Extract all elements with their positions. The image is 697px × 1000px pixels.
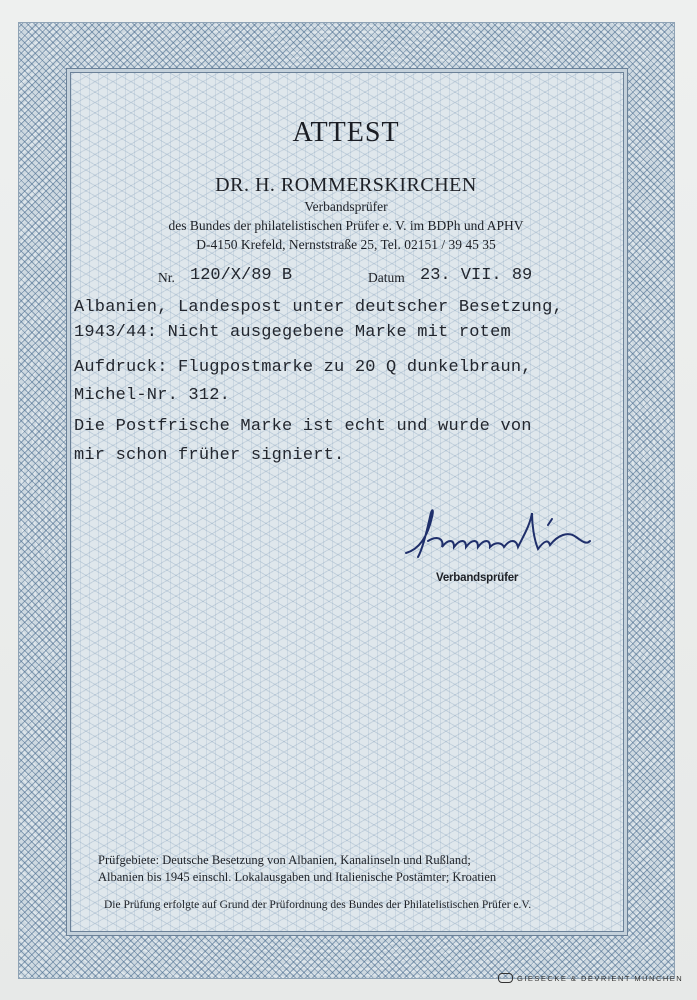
issuer-address: D-4150 Krefeld, Nernststraße 25, Tel. 02151 / 39 45 35 xyxy=(196,237,496,252)
date-value: 23. VII. 89 xyxy=(420,266,533,285)
printer-name: GIESECKE & DEVRIENT MÜNCHEN xyxy=(517,974,684,983)
scope-line-1: Prüfgebiete: Deutsche Besetzung von Albanien, Kanalinseln und Rußland; xyxy=(98,853,471,867)
nr-label: Nr. xyxy=(158,270,175,285)
printer-imprint xyxy=(498,974,683,984)
issuer-association: des Bundes der philatelistischen Prüfer e. V. im BDPh und APHV xyxy=(168,218,524,233)
signature-mark xyxy=(398,495,598,575)
regulation-note: Die Prüfung erfolgte auf Grund der Prüfordnung des Bundes der Philatelistischen Prüfer e.V. xyxy=(104,899,532,911)
issuer-role: Verbandsprüfer xyxy=(304,199,388,214)
body-line-4: Michel-Nr. 312. xyxy=(74,386,231,405)
body-line-6: mir schon früher signiert. xyxy=(74,446,345,465)
issuer-name: DR. H. ROMMERSKIRCHEN xyxy=(215,174,477,196)
body-line-1: Albanien, Landespost unter deutscher Besetzung, xyxy=(74,298,563,317)
printer-logo-icon xyxy=(498,973,513,983)
nr-value: 120/X/89 B xyxy=(190,266,293,285)
body-line-3: Aufdruck: Flugpostmarke zu 20 Q dunkelbraun, xyxy=(74,358,532,377)
certificate-title: ATTEST xyxy=(292,117,400,148)
body-line-5: Die Postfrische Marke ist echt und wurde von xyxy=(74,417,532,436)
date-label: Datum xyxy=(368,270,405,285)
body-line-2: 1943/44: Nicht ausgegebene Marke mit rotem xyxy=(74,323,511,342)
scope-line-2: Albanien bis 1945 einschl. Lokalausgaben und Italienische Postämter; Kroatien xyxy=(98,870,497,884)
signature-label: Verbandsprüfer xyxy=(436,572,519,584)
